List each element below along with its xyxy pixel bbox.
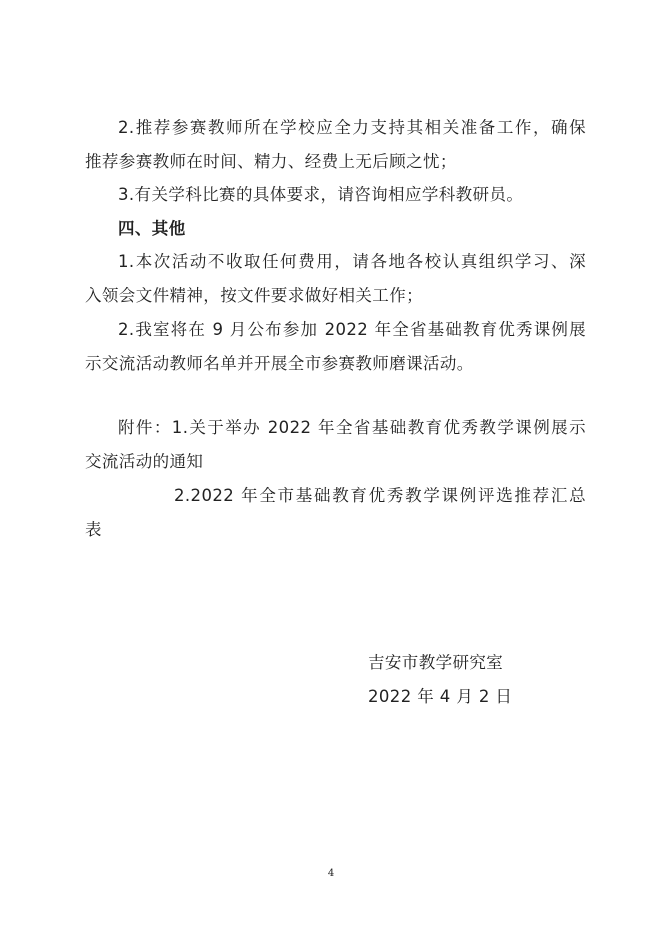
signature-organization: 吉安市教学研究室 <box>368 653 504 672</box>
requirement-2-line-2: 推荐参赛教师在时间、精力、经费上无后顾之忧； <box>85 152 457 171</box>
other-item-1-line-1: 1.本次活动不收取任何费用，请各地各校认真组织学习、深 <box>118 252 586 271</box>
requirement-2-line-1: 2.推荐参赛教师所在学校应全力支持其相关准备工作，确保 <box>118 118 586 137</box>
section-heading-other: 四、其他 <box>118 219 186 238</box>
other-item-1-line-2: 入领会文件精神，按文件要求做好相关工作； <box>85 286 423 305</box>
signature-date: 2022 年 4 月 2 日 <box>368 687 513 706</box>
other-item-2-line-1: 2.我室将在 9 月公布参加 2022 年全省基础教育优秀课例展 <box>118 320 586 339</box>
attachment-1-line-2: 交流活动的通知 <box>85 452 204 471</box>
attachment-1-line-1: 附件：1.关于举办 2022 年全省基础教育优秀教学课例展示 <box>118 418 586 437</box>
page-number: 4 <box>327 868 335 879</box>
other-item-2-line-2: 示交流活动教师名单并开展全市参赛教师磨课活动。 <box>85 354 474 373</box>
requirement-3: 3.有关学科比赛的具体要求，请咨询相应学科教研员。 <box>118 185 524 204</box>
attachment-2-line-2: 表 <box>85 520 102 539</box>
attachment-2-line-1: 2.2022 年全市基础教育优秀教学课例评选推荐汇总 <box>174 486 586 505</box>
